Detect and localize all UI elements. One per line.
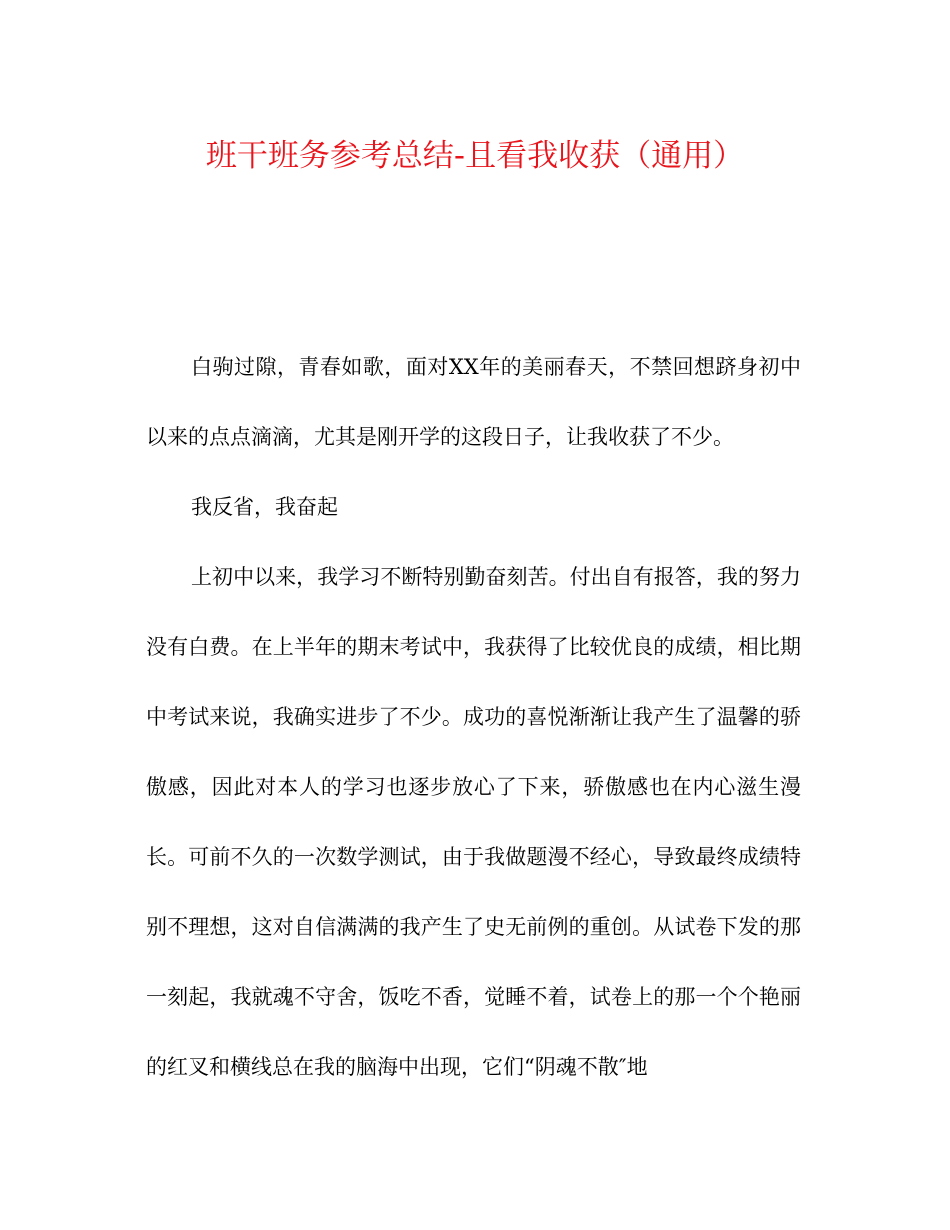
document-title: 班干班务参考总结-且看我收获（通用） [205,138,745,174]
paragraph-heading: 我反省，我奋起 [191,495,338,519]
paragraph-intro: 白驹过隙，青春如歌，面对XX年的美丽春天，不禁回想跻身初中以来的点点滴滴，尤其是刚开学的这段日子，让我收获了不少。 [146,355,801,449]
paragraph-main: 上初中以来，我学习不断特别勤奋刻苦。付出自有报答，我的努力没有白费。在上半年的期末考试中，我获得了比较优良的成绩，相比期中考试来说，我确实进步了不少。成功的喜悦渐渐让我产生了温馨的骄傲感，因此对本人的学习也逐步放心了下来，骄傲感也在内心滋生漫长。可前不久的一次数学测试，由于我做题漫不经心，导致最终成绩特别不理想，这对自信满满的我产生了史无前例的重创。从试卷下发的那一刻起，我就魂不守舍，饭吃不香，觉睡不着，试卷上的那一个个艳丽的红叉和横线总在我的脑海中出现，它们“阴魂不散″地 [146,565,801,1079]
document-body [146,332,801,1102]
